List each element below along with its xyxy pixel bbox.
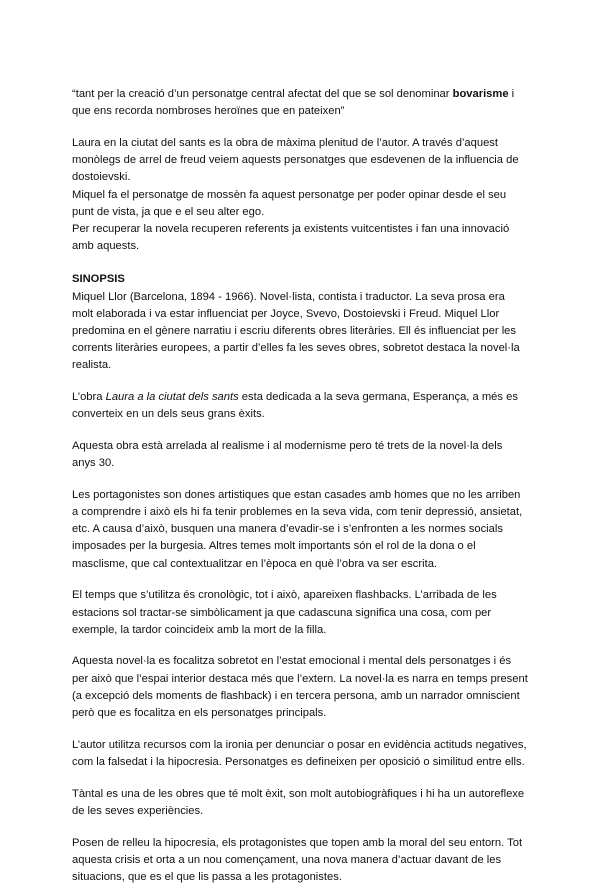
opening-quote: “tant per la creació d’un personatge central afectat del que se sol denominar bovarisme i que ens recorda nombroses heroïnes que en pateixen” <box>72 88 515 118</box>
intro-paragraph-2: Miquel fa el personatge de mossèn fa aquest personatge per poder opinar desde el seu punt de vista, ja que e el seu alter ego. <box>72 188 507 218</box>
intro-paragraph-1: Laura en la ciutat del sants es la obra de màxima plenitud de l’autor. A través d’aquest monòlegs de arrel de freud veiem aquests personatges que esdevenen de la influencia de dostoievski. <box>72 136 519 184</box>
sinopsis-paragraph-1: Miquel Llor (Barcelona, 1894 - 1966). Novel·lista, contista i traductor. La seva prosa era molt elaborada i va estar influenciat per Joyce, Svevo, Dostoievski i Freud. Miquel Llor predomina en el gènere narratiu i escriu diferents obres literàries. Ell és influenciat per les corrents literàries europees, a partir d’elles fa les seves obres, sobretot destaca la novel·la realista. <box>72 290 520 372</box>
sinopsis-paragraph-4: Les portagonistes son dones artistiques que estan casades amb homes que no les arriben a comprendre i això els hi fa tenir problemes en la seva vida, com tenir depressió, ansietat, etc. A causa d’això, busquen una manera d’evadir-se i s’enfronten a les normes socials imposades per la burgesia. Altres temes molt importants són el rol de la dona o el masclisme, que cal contextualitzar en l’època en què l’obra va ser escrita. <box>72 488 523 570</box>
intro-paragraph-3: Per recuperar la novela recuperen referents ja existents vuitcentistes i fan una innovació amb aquests. <box>72 222 510 253</box>
sinopsis-paragraph-6: Aquesta novel·la es focalitza sobretot en l’estat emocional i mental dels personatges i és per això que l’espai interior destaca més que l’extern. La novel·la es narra en temps present (a excepció dels moments de flashback) i en tercera persona, amb un narrador omniscient però que es focalitza en els personatges principals. <box>72 655 528 720</box>
sinopsis-paragraph-8: Tàntal es una de les obres que té molt èxit, son molt autobiogràfiques i hi ha un autoreflexe de les seves experiències. <box>72 787 525 817</box>
sinopsis-paragraph-7: L’autor utilitza recursos com la ironia per denunciar o posar en evidència actituds negatives, com la falsedat i la hipocresia. Personatges es defineixen per oposició o similitud entre ells. <box>72 738 527 768</box>
sinopsis-paragraph-2: L’obra Laura a la ciutat dels sants esta dedicada a la seva germana, Esperança, a més es converteix en un dels seus grans èxits. <box>72 391 518 421</box>
sinopsis-heading: SINOPSIS <box>72 273 125 286</box>
sinopsis-paragraph-3: Aquesta obra està arrelada al realisme i al modernisme pero té trets de la novel·la dels anys 30. <box>72 439 503 470</box>
sinopsis-paragraph-5: El temps que s’utilitza és cronològic, tot i això, apareixen flashbacks. L’arribada de les estacions sol tractar-se simbòlicament ja que cadascuna significa una cosa, com per exemple, la tardor coincideix amb la mort de la filla. <box>72 589 497 636</box>
book-title: Laura a la ciutat dels sants <box>105 391 239 404</box>
quote-bold-term: bovarisme <box>452 88 509 100</box>
sinopsis-paragraph-9: Posen de relleu la hipocresia, els protagonistes que topen amb la moral del seu entorn. Tot aquesta crisis et orta a un nou començament, una nova manera d’actuar davant de les situacions, que es el que lis passa a les protagonistes. <box>72 836 523 884</box>
